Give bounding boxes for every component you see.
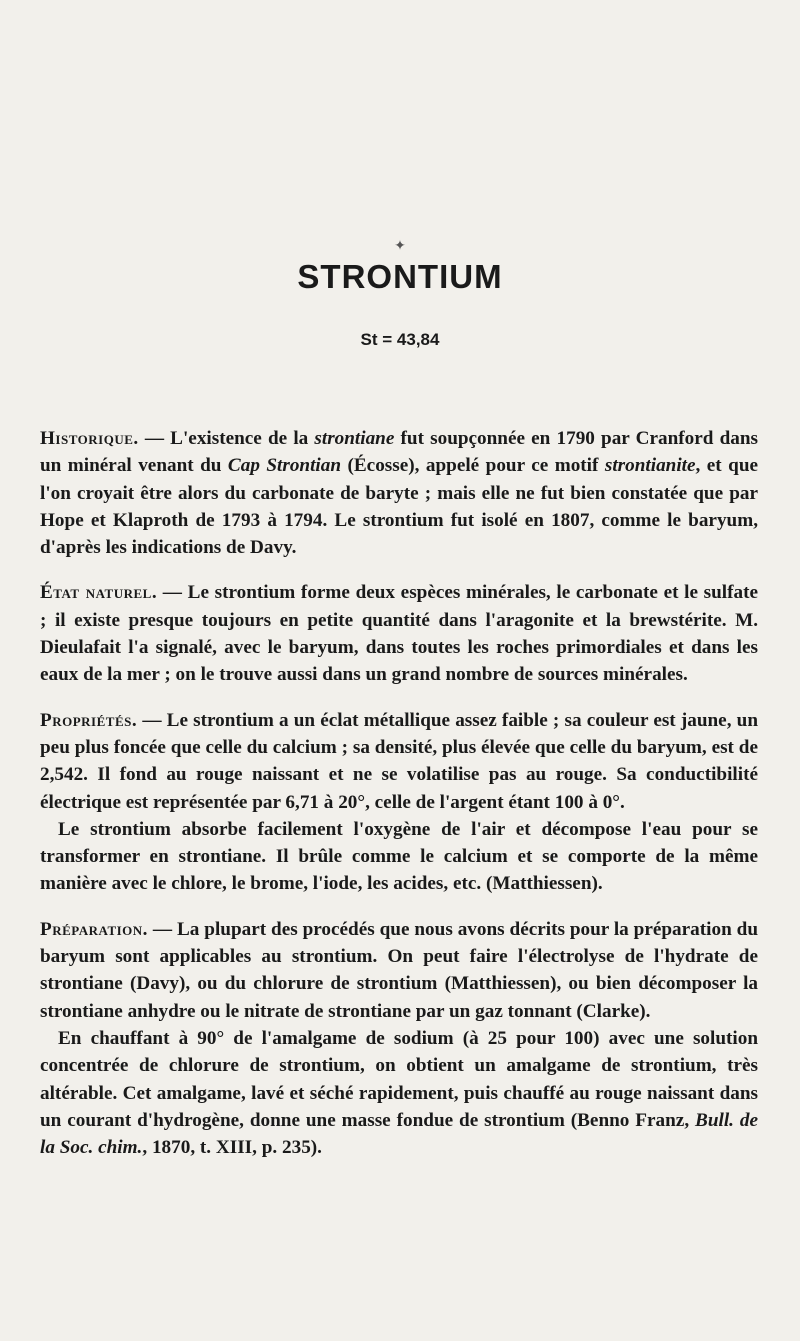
section-heading: Historique. [40,428,139,449]
italic-term: strontianite [604,455,696,477]
paragraph-historique: Historique. — L'existence de la strontiane fut soupçonnée en 1790 par Cranford dans un minéral venant du Cap Strontian (Écosse), appelé pour ce motif strontianite, et que l'on croyait être alors du carbonate de baryte ; mais elle ne fut bien constatée que par Hope et Klaproth de 1793 à 1794. Le strontium fut isolé en 1807, comme le baryum, d'après les indications de Davy. [40,428,759,559]
italic-term: Bull. de la Soc. chim. [40,1109,759,1159]
paragraph-proprietes-suite: Le strontium absorbe facilement l'oxygène de l'air et décompose l'eau pour se transformer en strontiane. Il brûle comme le calcium et se comporte de la même manière avec le chlore, le brome, l'iode, les acides, etc. (Matthiessen). [40,818,758,895]
section-heading: Propriétés. [40,709,138,731]
page-title: STRONTIUM [297,258,503,295]
section-heading: Préparation. [40,918,148,940]
italic-term: Cap Strontian [227,455,342,477]
section-heading: État naturel. [40,582,158,604]
paragraph-etat-naturel: État naturel. — Le strontium forme deux espèces minérales, le carbonate et le sulfate ; il existe presque toujours en petite quantité dans l'aragonite et la brewstérite. M. Dieulafait l'a signalé, avec le baryum, dans toutes les roches primordiales et dans les eaux de la mer ; on le trouve aussi dans un grand nombre de sources minérales. [40,582,758,686]
document-body [40,425,758,1161]
atomic-weight-formula: St = 43,84 [360,330,440,349]
paragraph-preparation-suite: En chauffant à 90° de l'amalgame de sodium (à 25 pour 100) avec une solution concentrée de chlorure de strontium, on obtient un amalgame de strontium, très altérable. Cet amalgame, lavé et séché rapidement, puis chauffé au rouge naissant dans un courant d'hydrogène, donne une masse fondue de strontium (Benno Franz, Bull. de la Soc. chim., 1870, t. XIII, p. 235). [40,1027,759,1159]
paragraph-preparation: Préparation. — La plupart des procédés que nous avons décrits pour la préparation du baryum sont applicables au strontium. On peut faire l'électrolyse de l'hydrate de strontiane (Davy), ou du chlorure de strontium (Matthiessen), ou bien décomposer la strontiane anhydre ou le nitrate de strontiane par un gaz tonnant (Clarke). [40,918,758,1022]
paragraph-proprietes: Propriétés. — Le strontium a un éclat métallique assez faible ; sa couleur est jaune, un peu plus foncée que celle du calcium ; sa densité, plus élevée que celle du baryum, est de 2,542. Il fond au rouge naissant et ne se volatilise pas au rouge. Sa conductibilité électrique est représentée par 6,71 à 20°, celle de l'argent étant 100 à 0°. [40,709,758,813]
ornament: ✦ [394,239,406,254]
italic-term: strontiane [314,428,395,449]
